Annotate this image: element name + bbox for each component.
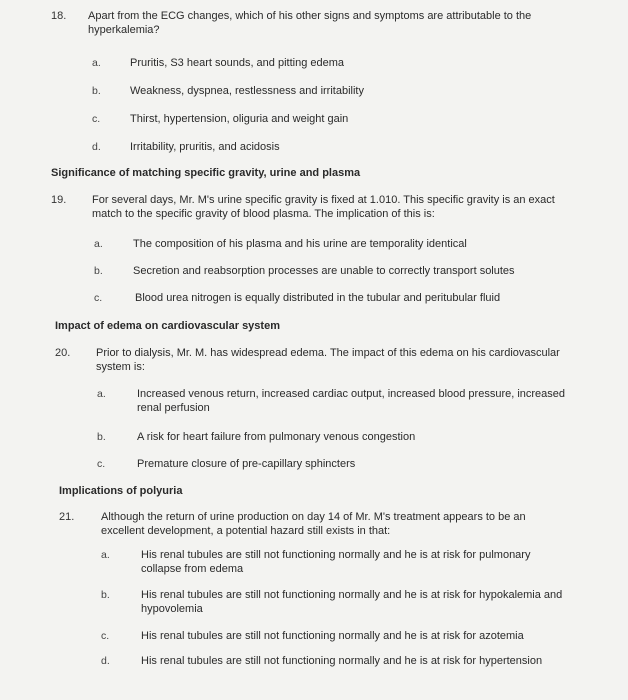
q20-option-b-letter: b.: [97, 431, 106, 443]
q21-option-d-letter: d.: [101, 655, 110, 667]
question-18-stem: Apart from the ECG changes, which of his other signs and symptoms are attributable to the hyperkalemia?: [88, 10, 532, 36]
q18-option-a[interactable]: Pruritis, S3 heart sounds, and pitting edema: [130, 57, 345, 69]
q19-option-b[interactable]: Secretion and reabsorption processes are unable to correctly transport solutes: [133, 265, 515, 277]
q19-option-b-letter: b.: [94, 265, 103, 277]
q20-option-c-letter: c.: [97, 458, 106, 470]
q21-option-a[interactable]: His renal tubules are still not functioning normally and he is at risk for pulmonary collapse from edema: [141, 549, 531, 575]
q21-option-a-letter: a.: [101, 549, 110, 561]
question-20-number: 20.: [55, 347, 71, 359]
q20-option-b[interactable]: A risk for heart failure from pulmonary venous congestion: [137, 431, 416, 443]
q18-option-b[interactable]: Weakness, dyspnea, restlessness and irritability: [130, 85, 364, 97]
section-heading-19: Significance of matching specific gravity, urine and plasma: [51, 167, 361, 179]
q18-option-d[interactable]: Irritability, pruritis, and acidosis: [130, 141, 280, 153]
q19-option-a-letter: a.: [94, 238, 103, 250]
q21-option-b-letter: b.: [101, 589, 110, 601]
q19-option-c-letter: c.: [94, 292, 103, 304]
q19-option-a[interactable]: The composition of his plasma and his urine are temporality identical: [133, 238, 467, 250]
section-heading-21: Implications of polyuria: [59, 485, 183, 497]
q20-option-a[interactable]: Increased venous return, increased cardiac output, increased blood pressure, increased renal perfusion: [137, 388, 566, 414]
q21-option-d[interactable]: His renal tubules are still not functioning normally and he is at risk for hypertension: [141, 655, 543, 667]
q21-option-b[interactable]: His renal tubules are still not functioning normally and he is at risk for hypokalemia and hypovolemia: [141, 589, 563, 615]
q19-option-c[interactable]: Blood urea nitrogen is equally distributed in the tubular and peritubular fluid: [135, 292, 501, 304]
question-21-stem: Although the return of urine production on day 14 of Mr. M's treatment appears to be an excellent development, a potential hazard still exists in that:: [101, 511, 526, 537]
q20-option-c[interactable]: Premature closure of pre-capillary sphincters: [137, 458, 356, 470]
q18-option-c[interactable]: Thirst, hypertension, oliguria and weight gain: [130, 113, 349, 125]
q18-option-c-letter: c.: [92, 113, 101, 125]
question-19-number: 19.: [51, 194, 67, 206]
q20-option-a-letter: a.: [97, 388, 106, 400]
q18-option-d-letter: d.: [92, 141, 101, 153]
question-20-stem: Prior to dialysis, Mr. M. has widespread edema. The impact of this edema on his cardiovascular system is:: [96, 347, 560, 373]
section-heading-20: Impact of edema on cardiovascular system: [55, 320, 280, 332]
q18-option-a-letter: a.: [92, 57, 101, 69]
q21-option-c[interactable]: His renal tubules are still not functioning normally and he is at risk for azotemia: [141, 630, 524, 642]
question-21-number: 21.: [59, 511, 75, 523]
question-19-stem: For several days, Mr. M's urine specific gravity is fixed at 1.010. This specific gravity is an exact match to the specific gravity of blood plasma. The implication of this is:: [92, 194, 555, 220]
question-18-number: 18.: [51, 10, 67, 22]
q18-option-b-letter: b.: [92, 85, 101, 97]
q21-option-c-letter: c.: [101, 630, 110, 642]
